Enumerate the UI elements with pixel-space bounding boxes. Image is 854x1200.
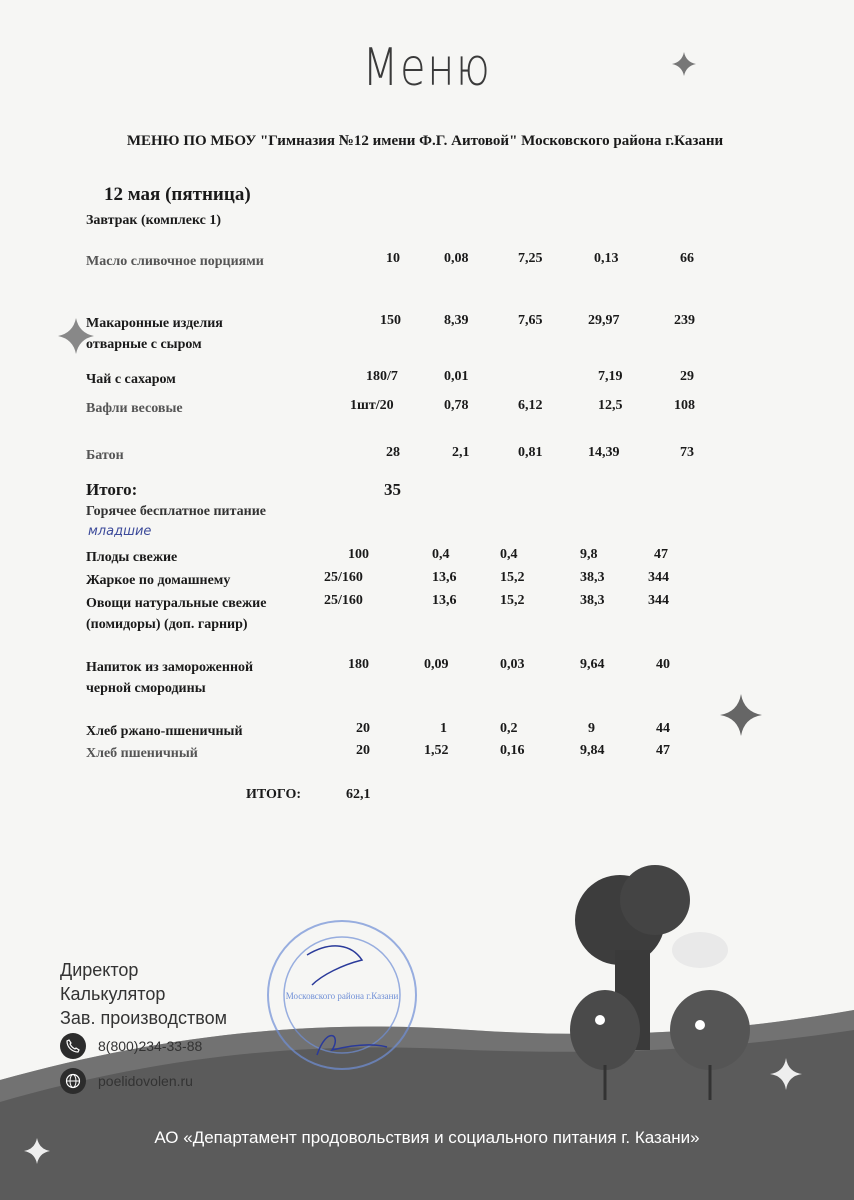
dish-proteins: 1 bbox=[440, 721, 447, 736]
grand-total-label: ИТОГО: bbox=[246, 787, 302, 802]
dish-kcal: 47 bbox=[654, 547, 668, 562]
hot-meal-title: Горячее бесплатное питание bbox=[86, 504, 267, 519]
dish-carbs: 9 bbox=[588, 721, 595, 736]
dish-weight: 20 bbox=[356, 721, 370, 736]
dish-proteins: 0,78 bbox=[444, 398, 469, 413]
dish-kcal: 44 bbox=[656, 721, 670, 736]
dish-kcal: 344 bbox=[648, 593, 669, 608]
dish-proteins: 2,1 bbox=[452, 445, 470, 460]
dish-carbs: 14,39 bbox=[588, 445, 620, 460]
dish-kcal: 66 bbox=[680, 251, 694, 266]
menu-date: 12 мая (пятница) bbox=[104, 184, 251, 205]
dish-name: Чай с сахаром bbox=[86, 372, 176, 387]
dish-name: Овощи натуральные свежие (помидоры) (доп. гарнир) bbox=[86, 596, 267, 632]
dish-weight: 20 bbox=[356, 743, 370, 758]
signature-production: Зав. производством bbox=[60, 1008, 227, 1028]
dish-name: Макаронные изделия отварные с сыром bbox=[86, 316, 223, 352]
breakfast-title: Завтрак (комплекс 1) bbox=[86, 213, 222, 228]
dish-fats: 7,65 bbox=[518, 313, 543, 328]
menu-title: Меню bbox=[362, 38, 492, 98]
sparkle-icon bbox=[768, 1056, 804, 1092]
dish-carbs: 12,5 bbox=[598, 398, 623, 413]
stamp-text: Московского района г.Казани bbox=[285, 991, 399, 1001]
dish-kcal: 344 bbox=[648, 570, 669, 585]
phone-number[interactable]: 8(800)234-33-88 bbox=[98, 1038, 203, 1054]
dish-proteins: 13,6 bbox=[432, 570, 457, 585]
dish-name: Батон bbox=[86, 448, 124, 463]
sparkle-icon bbox=[670, 50, 698, 78]
signature-director: Директор bbox=[60, 960, 139, 980]
dish-proteins: 13,6 bbox=[432, 593, 457, 608]
vegetable-characters-illustration bbox=[560, 860, 790, 1110]
dish-carbs: 38,3 bbox=[580, 570, 605, 585]
sparkle-icon bbox=[718, 692, 764, 738]
dish-weight: 10 bbox=[386, 251, 400, 266]
breakfast-total-label: Итого: bbox=[86, 480, 138, 499]
dish-fats: 0,16 bbox=[500, 743, 525, 758]
dish-name: Масло сливочное порциями bbox=[86, 254, 264, 269]
company-name: АО «Департамент продовольствия и социального питания г. Казани» bbox=[154, 1128, 700, 1147]
dish-proteins: 0,01 bbox=[444, 369, 469, 384]
dish-fats: 0,03 bbox=[500, 657, 525, 672]
dish-name: Вафли весовые bbox=[86, 401, 183, 416]
dish-name: Плоды свежие bbox=[86, 550, 178, 565]
phone-icon bbox=[60, 1033, 86, 1059]
menu-heading: МЕНЮ ПО МБОУ "Гимназия №12 имени Ф.Г. Аитовой" Московского района г.Казани bbox=[126, 133, 724, 149]
website-link[interactable]: poelidovolen.ru bbox=[98, 1073, 193, 1089]
globe-icon bbox=[60, 1068, 86, 1094]
dish-name: Напиток из замороженной черной смородины bbox=[86, 660, 254, 696]
dish-kcal: 47 bbox=[656, 743, 670, 758]
dish-weight: 180 bbox=[348, 657, 369, 672]
dish-weight: 100 bbox=[348, 547, 369, 562]
dish-fats: 0,2 bbox=[500, 721, 518, 736]
dish-weight: 25/160 bbox=[324, 570, 363, 585]
dish-name: Хлеб ржано-пшеничный bbox=[86, 724, 243, 739]
dish-carbs: 9,8 bbox=[580, 547, 598, 562]
hot-meal-note: младшие bbox=[88, 524, 152, 539]
dish-carbs: 0,13 bbox=[594, 251, 619, 266]
dish-kcal: 73 bbox=[680, 445, 694, 460]
dish-weight: 28 bbox=[386, 445, 400, 460]
dish-proteins: 0,09 bbox=[424, 657, 449, 672]
dish-fats: 7,25 bbox=[518, 251, 543, 266]
dish-fats: 0,4 bbox=[500, 547, 518, 562]
official-stamp bbox=[262, 915, 422, 1075]
dish-proteins: 1,52 bbox=[424, 743, 449, 758]
grand-total-value: 62,1 bbox=[346, 787, 371, 802]
dish-name: Жаркое по домашнему bbox=[86, 573, 231, 588]
signature-calculator: Калькулятор bbox=[60, 984, 166, 1004]
dish-weight: 180/7 bbox=[366, 369, 398, 384]
dish-kcal: 239 bbox=[674, 313, 695, 328]
dish-carbs: 38,3 bbox=[580, 593, 605, 608]
breakfast-total-value: 35 bbox=[384, 480, 401, 499]
sparkle-icon bbox=[22, 1136, 52, 1166]
dish-proteins: 0,4 bbox=[432, 547, 450, 562]
dish-carbs: 29,97 bbox=[588, 313, 620, 328]
dish-carbs: 9,84 bbox=[580, 743, 605, 758]
dish-fats: 15,2 bbox=[500, 570, 525, 585]
dish-kcal: 29 bbox=[680, 369, 694, 384]
website-contact bbox=[60, 1068, 193, 1094]
dish-kcal: 40 bbox=[656, 657, 670, 672]
dish-carbs: 7,19 bbox=[598, 369, 623, 384]
dish-fats: 0,81 bbox=[518, 445, 543, 460]
dish-proteins: 8,39 bbox=[444, 313, 469, 328]
dish-weight: 1шт/20 bbox=[350, 398, 394, 413]
dish-proteins: 0,08 bbox=[444, 251, 469, 266]
dish-fats: 6,12 bbox=[518, 398, 543, 413]
dish-fats: 15,2 bbox=[500, 593, 525, 608]
phone-contact bbox=[60, 1033, 202, 1059]
dish-carbs: 9,64 bbox=[580, 657, 605, 672]
dish-name: Хлеб пшеничный bbox=[86, 746, 198, 761]
dish-weight: 25/160 bbox=[324, 593, 363, 608]
dish-kcal: 108 bbox=[674, 398, 695, 413]
dish-weight: 150 bbox=[380, 313, 401, 328]
